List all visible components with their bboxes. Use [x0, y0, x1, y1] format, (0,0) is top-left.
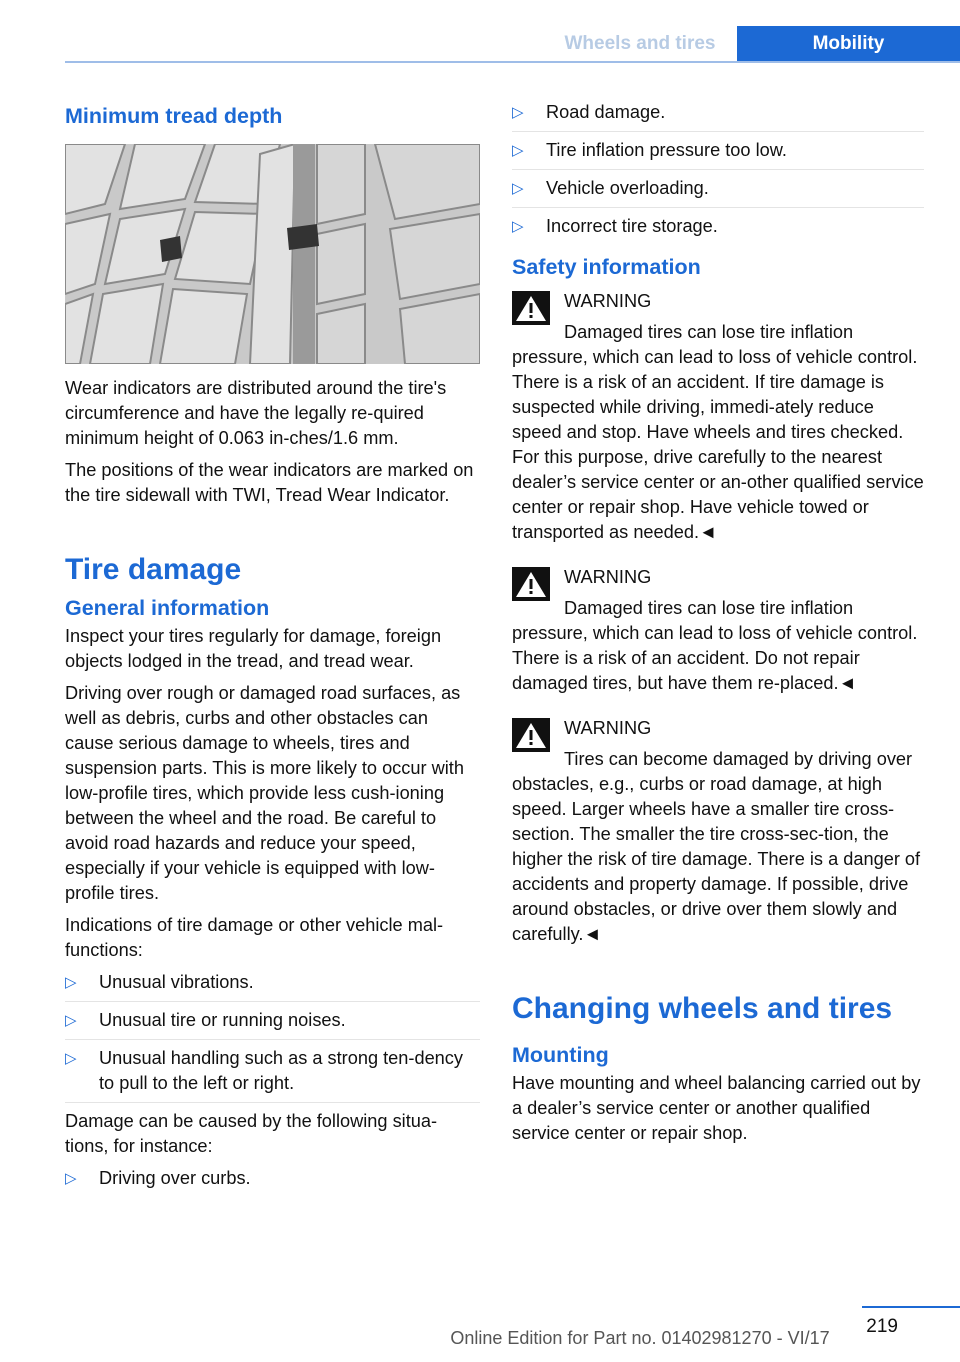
- bullet-triangle-icon: ▷: [512, 104, 524, 121]
- right-column: [512, 100, 924, 1153]
- bullet-triangle-icon: ▷: [65, 1050, 77, 1067]
- general-information-heading: General information: [65, 596, 270, 620]
- tread-paragraph-2: The positions of the wear indicators are marked on the tire sidewall with TWI, Tread Wear Indicator.: [65, 460, 474, 505]
- warning-text: Damaged tires can lose tire inflation pressure, which can lead to loss of vehicle control. There is a risk of an accident. If tire damage is suspected while driving, immedi‐ately reduce speed and stop. Have wheels and tires checked. For this purpose, drive carefully to the nearest dealer’s service center or an‐other qualified service center or repair shop. Have vehicle towed or transported as needed.◄: [512, 322, 924, 542]
- list-item: ▷ Road damage.: [512, 100, 924, 132]
- causes-list: [65, 1166, 480, 1197]
- list-item: ▷ Unusual vibrations.: [65, 970, 480, 1002]
- page-number-rule: [862, 1306, 960, 1308]
- header-section-tab: Wheels and tires: [564, 33, 716, 54]
- safety-information-heading: Safety information: [512, 255, 701, 279]
- list-item: ▷ Vehicle overloading.: [512, 176, 924, 208]
- list-item: ▷ Unusual handling such as a strong ten‐dency to pull to the left or right.: [65, 1046, 480, 1103]
- warning-title: WARNING: [564, 718, 652, 738]
- warning-triangle-icon: [512, 718, 550, 752]
- bullet-triangle-icon: ▷: [512, 180, 524, 197]
- general-paragraph-1: Inspect your tires regularly for damage, foreign objects lodged in the tread, and tread wear.: [65, 626, 442, 671]
- bullet-triangle-icon: ▷: [512, 218, 524, 235]
- causes-intro: Damage can be caused by the following situa‐tions, for instance:: [65, 1111, 438, 1156]
- mounting-heading: Mounting: [512, 1043, 609, 1067]
- header-rule: [65, 61, 960, 63]
- tire-tread-illustration: [65, 144, 480, 364]
- warning-block: [512, 289, 924, 545]
- warning-text: Damaged tires can lose tire inflation pressure, which can lead to loss of vehicle control. There is a risk of an accident. Do not repair damaged tires, but have them re‐placed.◄: [512, 598, 918, 693]
- warning-triangle-icon: [512, 291, 550, 325]
- header-chapter-tab: Mobility: [737, 26, 960, 62]
- general-paragraph-2: Driving over rough or damaged road surfaces, as well as debris, curbs and other obstacles can cause serious damage to wheels, tires and suspension parts. This is more likely to occur with low-profile tires, which provide less cush‐ioning between the wheel and the road. Be careful to avoid road hazards and reduce your speed, especially if your vehicle is equipped with low-profile tires.: [65, 683, 464, 903]
- warning-title: WARNING: [564, 291, 652, 311]
- mounting-paragraph: Have mounting and wheel balancing carried out by a dealer’s service center or another qualified service center or repair shop.: [512, 1073, 921, 1143]
- warning-triangle-icon: [512, 567, 550, 601]
- causes-list-continued: [512, 100, 924, 245]
- page-footer: [0, 1316, 960, 1362]
- tread-paragraph-1: Wear indicators are distributed around the tire's circumference and have the legally re‐quired minimum height of 0.063 in‐ches/1.6 mm.: [65, 378, 447, 448]
- bullet-triangle-icon: ▷: [65, 974, 77, 991]
- list-item: ▷ Incorrect tire storage.: [512, 214, 924, 245]
- warning-block: [512, 565, 924, 696]
- general-paragraph-3: Indications of tire damage or other vehicle mal‐functions:: [65, 915, 444, 960]
- warning-block: [512, 716, 924, 947]
- list-item: ▷ Driving over curbs.: [65, 1166, 480, 1197]
- bullet-triangle-icon: ▷: [65, 1170, 77, 1187]
- page-number: 219: [866, 1316, 898, 1337]
- changing-wheels-heading: Changing wheels and tires: [512, 992, 893, 1025]
- list-item: ▷ Unusual tire or running noises.: [65, 1008, 480, 1040]
- list-item: ▷ Tire inflation pressure too low.: [512, 138, 924, 170]
- warning-title: WARNING: [564, 567, 652, 587]
- bullet-triangle-icon: ▷: [512, 142, 524, 159]
- left-column: [65, 100, 480, 1203]
- edition-label: Online Edition for Part no. 01402981270 - VI/17: [450, 1328, 830, 1348]
- tread-depth-heading: Minimum tread depth: [65, 104, 283, 128]
- indications-list: [65, 970, 480, 1103]
- warning-text: Tires can become damaged by driving over obstacles, e.g., curbs or road damage, at high speed. Larger wheels have a smaller tire cross-section. The smaller the tire cross-sec‐tion, the higher the risk of tire damage. There is a danger of accidents and property damage. If possible, drive around obstacles, or drive over them slowly and carefully.◄: [512, 749, 921, 944]
- tire-damage-heading: Tire damage: [65, 553, 242, 586]
- bullet-triangle-icon: ▷: [65, 1012, 77, 1029]
